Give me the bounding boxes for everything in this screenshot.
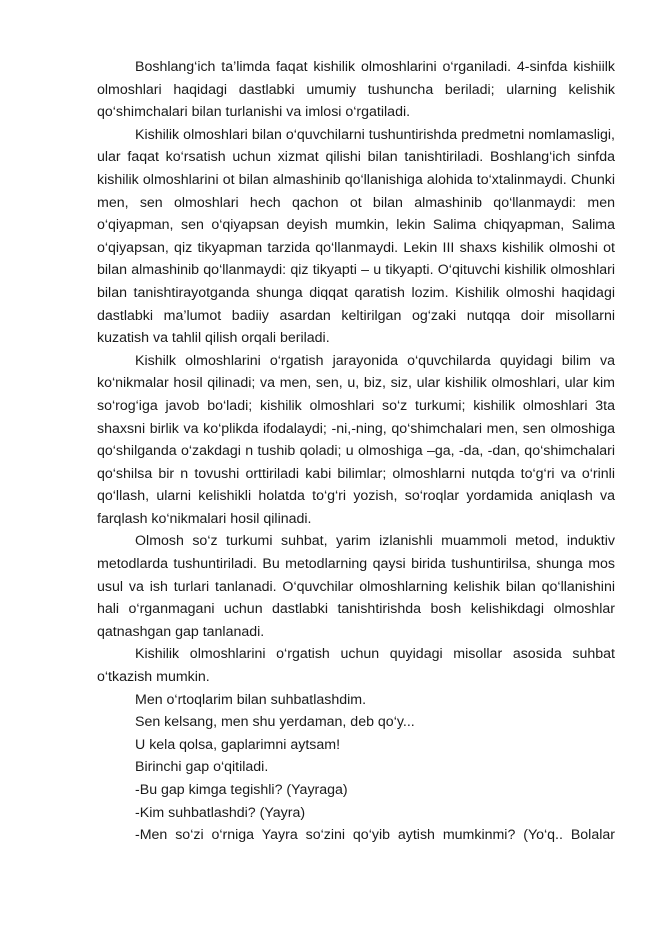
paragraph: Kishilik olmoshlarini o‘rgatish uchun quyidagi misollar asosida suhbat o‘tkazish mumkin. <box>97 646 615 686</box>
paragraph: Kishilik olmoshlari bilan o‘quvchilarni tushuntirishda predmetni nomlamasligi, ular faqat ko‘rsatish uchun xizmat qilishi bilan tanishtiriladi. Boshlang‘ich sinfda kishilik olmoshlarini ot bilan almashinib qo‘llanishiga alohida to‘xtalinmaydi. Chunki men, sen olmoshlari hech qachon ot bilan almashinib qo‘llanmaydi: men o‘qiyapman, sen o‘qiyapsan deyish mumkin, lekin Salima chiqyapman, Salima o‘qiyapsan, qiz tikyapman tarzida qo‘llanmaydi. Lekin III shaxs kishilik olmoshi ot bilan almashinib qo‘llanmaydi: qiz tikyapti – u tikyapti. O‘qituvchi kishilik olmoshlari bilan tanishtirayotganda shunga diqqat qaratish lozim. Kishilik olmoshi haqidagi dastlabki ma’lumot badiiy asardan keltirilgan og‘zaki nutqqa doir misollarni kuzatish va tahlil qilish orqali beriladi. <box>97 126 615 347</box>
question-line: -Bu gap kimga tegishli? (Yayraga) <box>135 782 348 798</box>
question-line: -Kim suhbatlashdi? (Yayra) <box>135 804 306 821</box>
paragraph: Boshlang‘ich ta’limda faqat kishilik olmoshlarini o‘rganiladi. 4-sinfda kishiilk olmoshlari haqidagi dastlabki umumiy tushuncha beriladi; ularning kelishik qo‘shimchalari bilan turlanishi va imlosi o‘rgatiladi. <box>97 59 615 121</box>
paragraph: Kishilk olmoshlarini o‘rgatish jarayonida o‘quvchilarda quyidagi bilim va ko‘nikmalar hosil qilinadi; va men, sen, u, biz, siz, ular kishilik olmoshlari, ular kim so‘rog‘iga javob bo‘ladi; kishilik olmoshlari so‘z turkumi; kishilik olmoshlari 3ta shaxsni birlik va ko‘plikda ifodalaydi; -ni,-ning, qo‘shimchalari men, sen olmoshiga qo‘shilganda o‘zakdagi n tushib qoladi; u olmoshiga –ga, -da, -dan, qo‘shimchalari qo‘shilsa bir n tovushi orttiriladi kabi bilimlar; olmoshlarni nutqda to‘g‘ri va o‘rinli qo‘llash, ularni kelishikli holatda to‘g‘ri yozish, so‘roqlar yordamida aniqlash va farqlash ko‘nikmalari hosil qilinadi. <box>97 352 615 527</box>
example-line: U kela qolsa, gaplarimni aytsam! <box>135 736 341 753</box>
question-line: -Men so‘zi o‘rniga Yayra so‘zini qo‘yib aytish mumkinmi? (Yo‘q.. Bolalar <box>135 827 615 844</box>
document-page <box>97 56 615 847</box>
paragraph: Olmosh so‘z turkumi suhbat, yarim izlanishli muammoli metod, induktiv metodlarda tushuntiriladi. Bu metodlarning qaysi birida tushuntirilsa, shunga mos usul va ish turlari tanlanadi. O‘quvchilar olmoshlarning kelishik bilan qo‘llanishini hali o‘rganmagani uchun dastlabki tanishtirishda bosh kelishikdagi olmoshlar qatnashgan gap tanlanadi. <box>97 533 615 640</box>
example-line: Men o‘rtoqlarim bilan suhbatlashdim. <box>135 691 367 708</box>
example-line: Sen kelsang, men shu yerdaman, deb qo‘y... <box>135 714 415 731</box>
example-line: Birinchi gap o‘qitiladi. <box>135 759 269 776</box>
